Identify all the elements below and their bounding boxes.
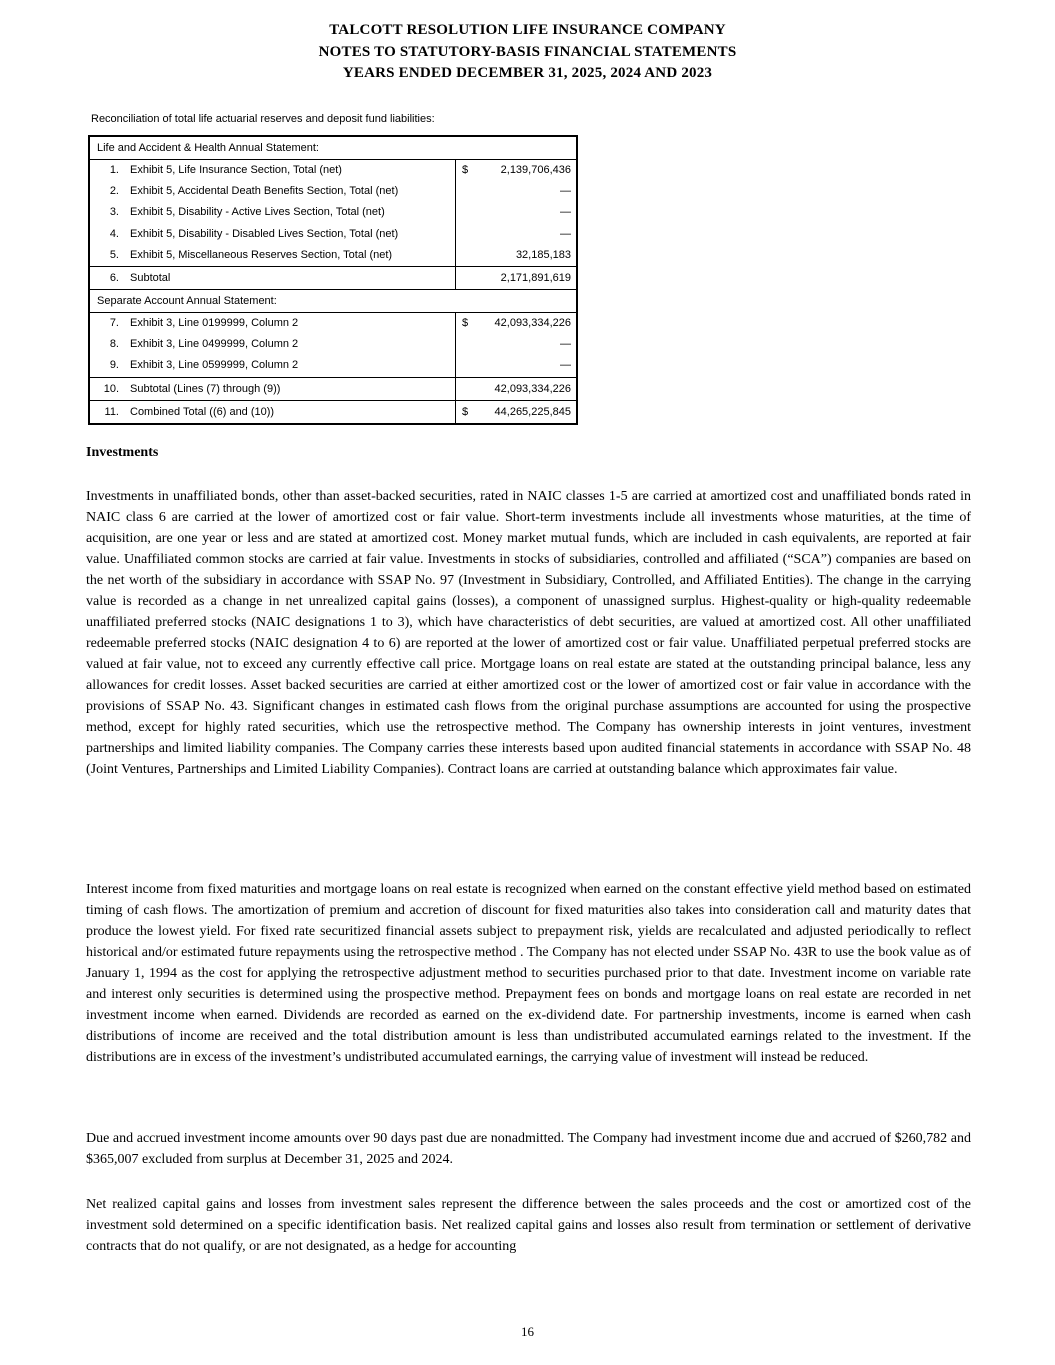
investments-section-heading: Investments [86, 445, 159, 460]
table-row-combined-total [90, 400, 576, 423]
row-amount: 2,171,891,619 [500, 271, 571, 284]
row-number: 8. [109, 338, 119, 351]
table-intro-text: Reconciliation of total life actuarial reserves and deposit fund liabilities: [91, 113, 435, 125]
investments-paragraph-3: Due and accrued investment income amounts over 90 days past due are nonadmitted. The Company had investment income due and accrued of $260,782 and $365,007 excluded from surplus at December 31, 2025 and 2024. [86, 1131, 971, 1167]
currency-symbol: $ [462, 405, 469, 418]
row-number: 4. [109, 227, 119, 240]
row-label: Exhibit 5, Accidental Death Benefits Section, Total (net) [130, 185, 399, 198]
section-label: Separate Account Annual Statement: [97, 294, 277, 307]
row-label: Exhibit 3, Line 0199999, Column 2 [130, 316, 299, 329]
table-row [90, 160, 576, 181]
currency-symbol: $ [462, 164, 469, 176]
table-row [90, 245, 576, 266]
investments-paragraph-2: Interest income from fixed maturities and mortgage loans on real estate is recognized when earned on the constant effective yield method based on estimated timing of cash flows. The amortization of premium and accretion of discount for fixed maturities also takes into consideration call and maturity dates that produce the lowest yield. For fixed rate securitized financial assets subject to prepayment risk, yields are recalculated and adjusted periodically to reflect historical and/or estimated future repayments using the retrospective method . The Company has not elected under SSAP No. 43R to use the book value as of January 1, 1994 as the cost for applying the retrospective adjustment method to securities purchased prior to that date. Investment income on variable rate and interest only securities is determined using the prospective method. Prepayment fees on bonds and mortgage loans on real estate are recorded in net investment income when earned. Dividends are recorded as earned on the ex-dividend date. For partnership investments, income is earned when cash distributions of income are received and the total distribution amount is less than undistributed accumulated earnings related to the investment. If the distributions are in excess of the investment’s undistributed accumulated earnings, the carrying value of investment will instead be reduced. [86, 882, 971, 1065]
document-header [0, 20, 1055, 85]
row-amount: 42,093,334,226 [494, 382, 571, 395]
table-row-subtotal-life-ah [90, 266, 576, 289]
row-amount: — [560, 206, 571, 219]
currency-symbol: $ [462, 316, 469, 329]
row-number: 9. [109, 359, 119, 372]
table-row [90, 181, 576, 202]
table-row-subtotal-separate-account [90, 377, 576, 400]
row-amount: 42,093,334,226 [494, 316, 571, 329]
table-section-header-separate-account [90, 289, 576, 312]
table-row [90, 355, 576, 376]
row-amount: 2,139,706,436 [500, 164, 571, 176]
row-amount: 32,185,183 [515, 248, 571, 261]
row-label: Exhibit 5, Miscellaneous Reserves Section, Total (net) [130, 248, 393, 261]
row-label: Exhibit 5, Disability - Active Lives Section, Total (net) [130, 206, 385, 219]
row-label: Combined Total ((6) and (10)) [130, 405, 275, 418]
page-number: 16 [521, 1324, 534, 1339]
row-amount: — [560, 185, 571, 198]
investments-paragraph-1: Investments in unaffiliated bonds, other than asset-backed securities, rated in NAIC classes 1-5 are carried at amortized cost and unaffiliated bonds rated in NAIC class 6 are carried at the lower of amortized cost or fair value. Short-term investments include all investments whose maturities, at the time of acquisition, are one year or less and are stated at amortized cost. Money market mutual funds, which are included in cash equivalents, are reported at fair value. Unaffiliated common stocks are carried at fair value. Investments in stocks of subsidiaries, controlled and affiliated (“SCA”) companies are based on the net worth of the subsidiary in accordance with SSAP No. 97 (Investment in Subsidiary, Controlled, and Affiliated Entities). The change in the carrying value is recorded as a change in net unrealized capital gains (losses), a component of unassigned surplus. Highest-quality or high-quality redeemable unaffiliated preferred stocks (NAIC designations 1 to 3), which have characteristics of debt securities, are valued at amortized cost. All other unaffiliated redeemable preferred stocks (NAIC designation 4 to 6) are reported at the lower of amortized cost or fair value. Unaffiliated perpetual preferred stocks are valued at fair value, not to exceed any currently effective call price. Mortgage loans on real estate are stated at the outstanding principal balance, less any allowances for credit losses. Asset backed securities are carried at either amortized cost or the lower of amortized cost or fair value in accordance with the provisions of SSAP No. 43. Significant changes in estimated cash flows from the original purchase assumptions are accounted for using the prospective method, except for highly rated securities, which use the retrospective method. The Company has ownership interests in joint ventures, investment partnerships and limited liability companies. The Company carries these interests based upon audited financial statements in accordance with SSAP No. 48 (Joint Ventures, Partnerships and Limited Liability Companies). Contract loans are carried at outstanding balance which approximates fair value. [86, 489, 971, 777]
table-row [90, 224, 576, 245]
row-amount: — [560, 227, 571, 240]
table-row [90, 334, 576, 355]
company-name: TALCOTT RESOLUTION LIFE INSURANCE COMPANY [329, 22, 726, 38]
row-number: 6. [109, 271, 119, 284]
row-number: 1. [109, 164, 119, 176]
row-label: Subtotal (Lines (7) through (9)) [130, 382, 281, 395]
document-period: YEARS ENDED DECEMBER 31, 2025, 2024 AND 2023 [342, 65, 713, 81]
table-section-header-life-ah [90, 137, 576, 159]
row-number: 5. [109, 248, 119, 261]
row-number: 3. [109, 206, 119, 219]
document-title: NOTES TO STATUTORY-BASIS FINANCIAL STATEMENTS [318, 43, 737, 60]
row-number: 11. [104, 405, 119, 418]
table-row [90, 202, 576, 223]
table-row [90, 313, 576, 334]
table-group-life-ah [90, 159, 576, 266]
row-amount: — [560, 359, 571, 372]
row-label: Exhibit 3, Line 0499999, Column 2 [130, 338, 299, 351]
table-group-separate-account [90, 312, 576, 377]
row-label: Exhibit 3, Line 0599999, Column 2 [130, 359, 299, 372]
row-number: 2. [109, 185, 119, 198]
row-label: Exhibit 5, Disability - Disabled Lives Section, Total (net) [130, 227, 399, 240]
row-label: Exhibit 5, Life Insurance Section, Total (net) [130, 164, 342, 176]
reconciliation-table [88, 135, 578, 425]
row-label: Subtotal [130, 271, 171, 284]
section-label: Life and Accident & Health Annual Statement: [97, 142, 319, 154]
row-number: 7. [109, 316, 119, 329]
row-number: 10. [103, 382, 119, 395]
row-amount: 44,265,225,845 [494, 405, 571, 418]
row-amount: — [560, 338, 571, 351]
investments-paragraph-4: Net realized capital gains and losses from investment sales represent the difference between the sales proceeds and the cost or amortized cost of the investment sold determined on a specific identification basis. Net realized capital gains and losses also result from termination or settlement of derivative contracts that do not qualify, or are not designated, as a hedge for accounting [86, 1197, 971, 1254]
